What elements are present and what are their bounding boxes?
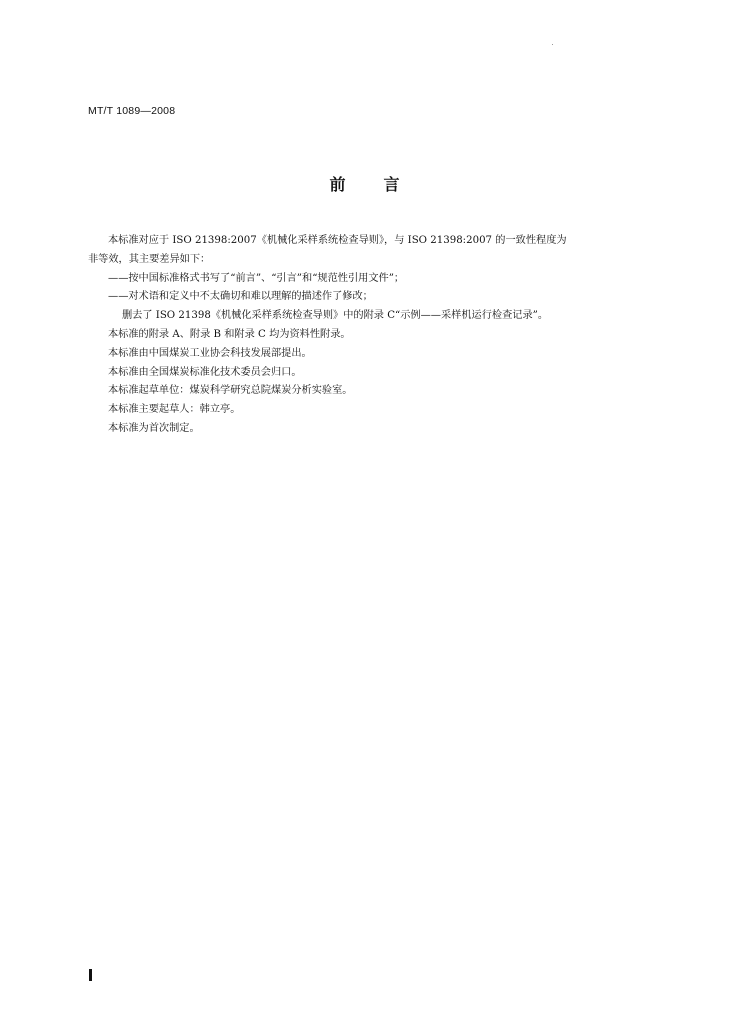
- difference-item-1: ——按中国标准格式书写了“前言”、“引言”和“规范性引用文件”；: [108, 272, 405, 284]
- paragraph-annexes: 本标准的附录 A、附录 B 和附录 C 均为资料性附录。: [108, 328, 351, 340]
- difference-item-2: ——对术语和定义中不太确切和难以理解的描述作了修改；: [108, 291, 373, 303]
- page-title: 前言: [329, 175, 438, 194]
- foreword-body: [88, 232, 648, 439]
- scan-dot: [552, 44, 553, 45]
- difference-item-3: 删去了 ISO 21398《机械化采样系统检查导则》中的附录 C“示例——采样机运行检查记录”。: [122, 310, 549, 322]
- paragraph-drafting-unit: 本标准起草单位：煤炭科学研究总院煤炭分析实验室。: [108, 385, 353, 397]
- paragraph-under-jurisdiction: 本标准由全国煤炭标准化技术委员会归口。: [108, 366, 302, 378]
- standard-code: MT/T 1089—2008: [88, 105, 176, 117]
- paragraph-drafters: 本标准主要起草人：韩立亭。: [108, 404, 241, 416]
- paragraph-first-edition: 本标准为首次制定。: [108, 422, 200, 434]
- paragraph-correspondence-line2: 非等效，其主要差异如下：: [88, 253, 211, 265]
- paragraph-proposed-by: 本标准由中国煤炭工业协会科技发展部提出。: [108, 347, 312, 359]
- paragraph-correspondence-line1: 本标准对应于 ISO 21398:2007《机械化采样系统检查导则》，与 ISO 21398:2007 的一致性程度为: [108, 235, 567, 246]
- page-number-mark: [89, 969, 92, 981]
